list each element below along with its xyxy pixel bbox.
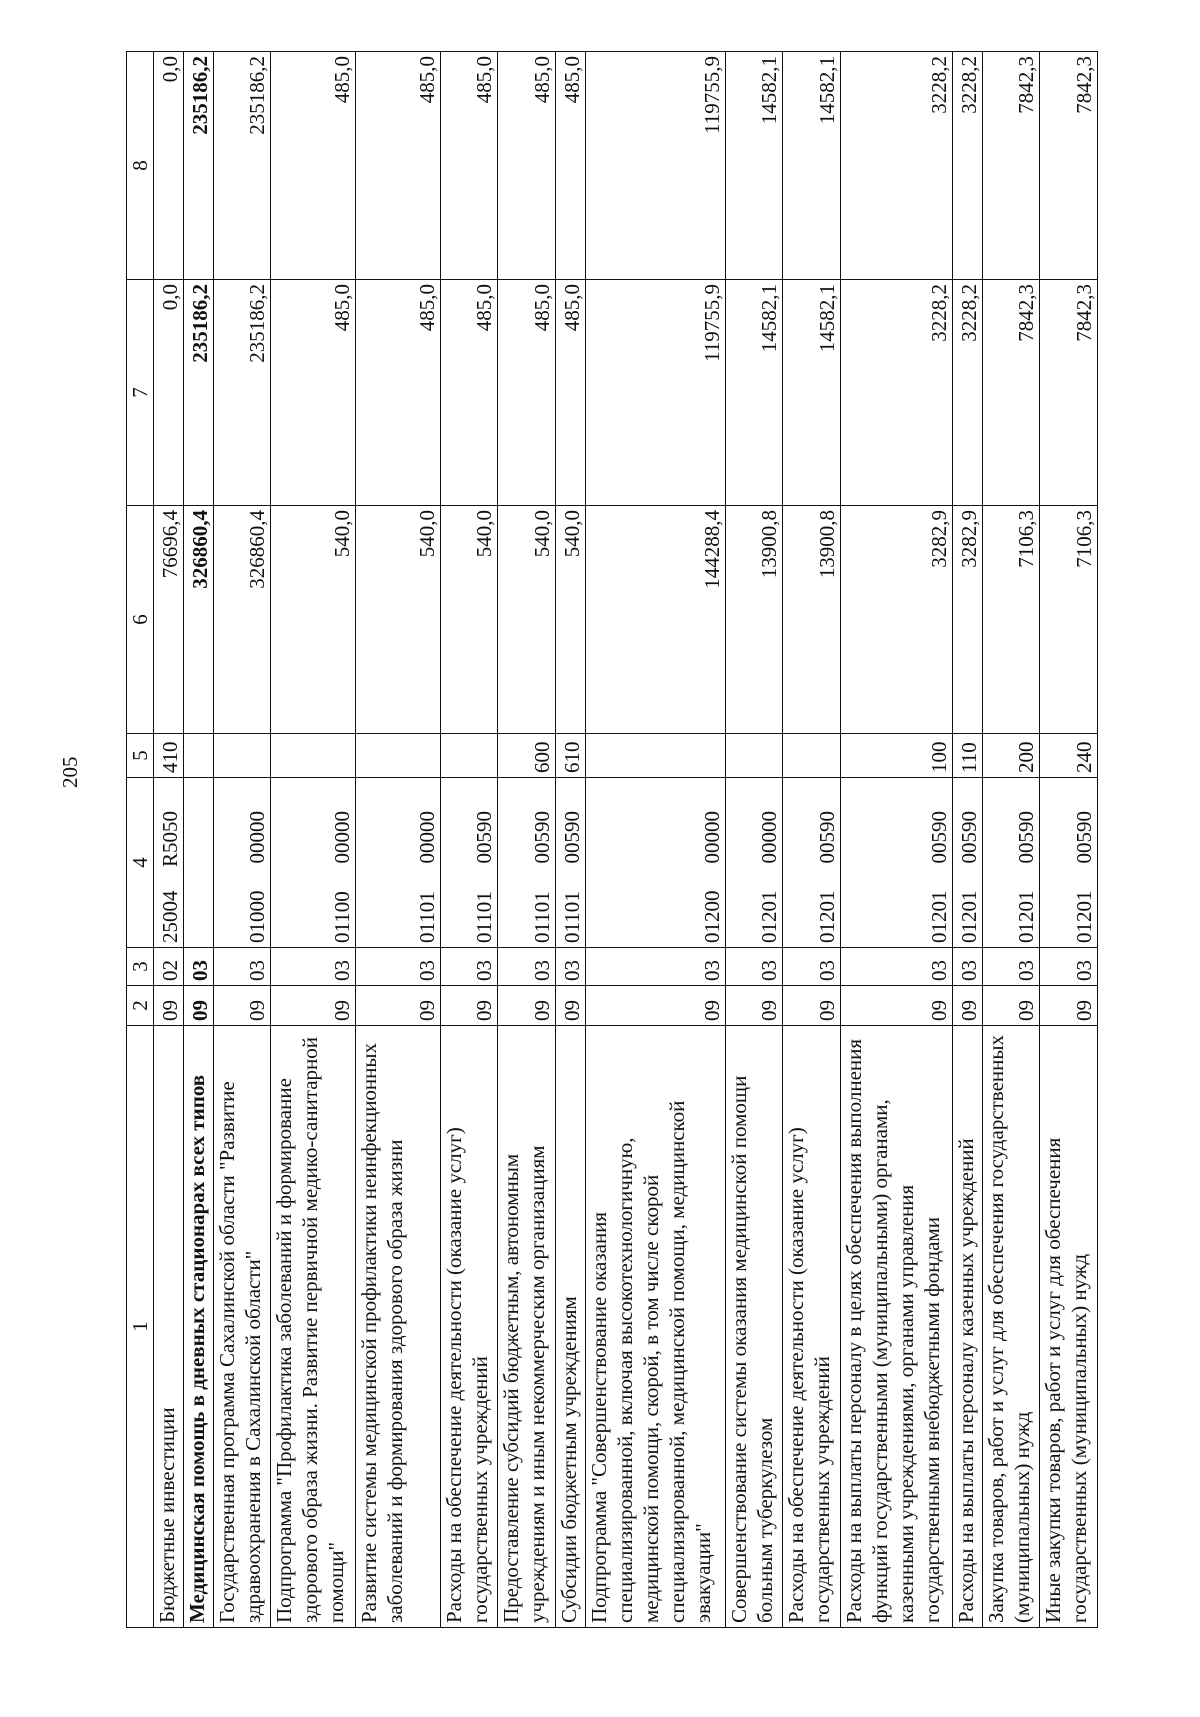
code-expense-type <box>440 734 497 778</box>
code-program: 01101 <box>529 891 554 943</box>
code-direction: 00590 <box>559 811 584 864</box>
header-cell: 1 <box>127 1026 154 1628</box>
table-row <box>585 52 725 1628</box>
code-ministry: 09 <box>183 986 213 1026</box>
amount-col-6: 13900,8 <box>725 506 782 734</box>
code-direction: 00000 <box>699 811 724 864</box>
code-section: 02 <box>154 948 184 986</box>
header-cell: 3 <box>127 948 154 986</box>
table-row <box>783 52 840 1628</box>
code-program: 01201 <box>757 890 782 943</box>
code-target-article <box>725 778 782 948</box>
header-cell: 4 <box>127 778 154 948</box>
amount-col-8: 485,0 <box>498 52 555 280</box>
code-ministry: 09 <box>1040 986 1098 1026</box>
row-name: Медицинская помощь в дневных стационарах всех типов <box>183 1026 213 1628</box>
code-ministry: 09 <box>270 986 355 1026</box>
amount-col-7: 485,0 <box>270 280 355 506</box>
code-expense-type: 610 <box>555 734 585 778</box>
code-direction: 00000 <box>414 811 439 864</box>
amount-col-7: 485,0 <box>440 280 497 506</box>
row-name: Подпрограмма "Профилактика заболеваний и формирование здорового образа жизни. Развитие первичной медико-санитарной помощи" <box>270 1026 355 1628</box>
amount-col-8: 7842,3 <box>1040 52 1098 280</box>
amount-col-7: 7842,3 <box>983 280 1040 506</box>
code-ministry: 09 <box>983 986 1040 1026</box>
amount-col-7: 3228,2 <box>953 280 983 506</box>
code-section: 03 <box>270 948 355 986</box>
code-direction: R5050 <box>157 811 182 868</box>
code-expense-type <box>183 734 213 778</box>
code-program: 25004 <box>157 890 182 943</box>
code-program: 01201 <box>1072 890 1096 943</box>
code-target-article <box>440 778 497 948</box>
amount-col-8: 485,0 <box>440 52 497 280</box>
code-program: 01201 <box>957 890 982 943</box>
code-ministry: 09 <box>585 986 725 1026</box>
code-section: 03 <box>183 948 213 986</box>
amount-col-7: 235186,2 <box>213 280 270 506</box>
row-name: Расходы на выплаты персоналу казенных учреждений <box>953 1026 983 1628</box>
code-direction: 00590 <box>1014 811 1039 864</box>
amount-col-6: 540,0 <box>355 506 440 734</box>
amount-col-6: 7106,3 <box>1040 506 1098 734</box>
table-row <box>440 52 497 1628</box>
code-target-article <box>840 778 953 948</box>
row-name: Государственная программа Сахалинской области "Развитие здравоохранения в Сахалинской области" <box>213 1026 270 1628</box>
row-name: Подпрограмма "Совершенствование оказания специализированной, включая высокотехнологичную, медицинской помощи, скорой, в том числе скорой специализированной, медицинской помощи, медицинской эвакуации" <box>585 1026 725 1628</box>
page-number: 205 <box>58 756 82 788</box>
row-name: Субсидии бюджетным учреждениям <box>555 1026 585 1628</box>
amount-col-8: 485,0 <box>555 52 585 280</box>
code-program: 01200 <box>699 890 724 943</box>
code-ministry: 09 <box>840 986 953 1026</box>
code-program: 01101 <box>414 891 439 943</box>
code-target-article <box>953 778 983 948</box>
amount-col-6: 540,0 <box>555 506 585 734</box>
amount-col-8: 235186,2 <box>213 52 270 280</box>
code-ministry: 09 <box>440 986 497 1026</box>
code-direction: 00590 <box>927 811 952 864</box>
code-ministry: 09 <box>555 986 585 1026</box>
code-target-article <box>498 778 555 948</box>
amount-col-6: 540,0 <box>440 506 497 734</box>
code-expense-type <box>725 734 782 778</box>
code-section: 03 <box>953 948 983 986</box>
code-section: 03 <box>585 948 725 986</box>
code-section: 03 <box>440 948 497 986</box>
amount-col-8: 14582,1 <box>725 52 782 280</box>
code-target-article <box>555 778 585 948</box>
code-program: 01201 <box>1014 890 1039 943</box>
code-ministry: 09 <box>783 986 840 1026</box>
table-row <box>355 52 440 1628</box>
table-row <box>270 52 355 1628</box>
amount-col-7: 0,0 <box>154 280 184 506</box>
amount-col-8: 3228,2 <box>840 52 953 280</box>
code-section: 03 <box>840 948 953 986</box>
row-name: Расходы на обеспечение деятельности (оказание услуг) государственных учреждений <box>440 1026 497 1628</box>
code-ministry: 09 <box>498 986 555 1026</box>
amount-col-6: 3282,9 <box>953 506 983 734</box>
code-direction: 00590 <box>814 811 839 864</box>
code-ministry: 09 <box>213 986 270 1026</box>
code-direction: 00000 <box>244 811 269 864</box>
table-row <box>953 52 983 1628</box>
header-cell: 5 <box>127 734 154 778</box>
amount-col-8: 235186,2 <box>183 52 213 280</box>
code-section: 03 <box>555 948 585 986</box>
code-expense-type <box>213 734 270 778</box>
code-expense-type: 110 <box>953 734 983 778</box>
code-program: 01100 <box>329 891 354 943</box>
header-cell: 2 <box>127 986 154 1026</box>
row-name: Предоставление субсидий бюджетным, автономным учреждениям и иным некоммерческим организациям <box>498 1026 555 1628</box>
row-name: Развитие системы медицинской профилактики неинфекционных заболеваний и формирования здорового образа жизни <box>355 1026 440 1628</box>
code-program: 01201 <box>927 890 952 943</box>
code-target-article <box>183 778 213 948</box>
header-cell: 7 <box>127 280 154 506</box>
code-program: 01101 <box>559 891 584 943</box>
code-section: 03 <box>983 948 1040 986</box>
code-ministry: 09 <box>953 986 983 1026</box>
row-name: Иные закупки товаров, работ и услуг для обеспечения государственных (муниципальных) нужд <box>1040 1026 1098 1628</box>
header-cell: 8 <box>127 52 154 280</box>
code-direction: 00590 <box>1072 811 1096 864</box>
table-row <box>983 52 1040 1628</box>
budget-table <box>126 51 1098 1628</box>
amount-col-7: 119755,9 <box>585 280 725 506</box>
amount-col-6: 540,0 <box>270 506 355 734</box>
code-target-article <box>270 778 355 948</box>
code-target-article <box>983 778 1040 948</box>
amount-col-8: 14582,1 <box>783 52 840 280</box>
code-program: 01201 <box>814 890 839 943</box>
code-ministry: 09 <box>355 986 440 1026</box>
header-row <box>127 52 154 1628</box>
code-target-article <box>585 778 725 948</box>
table-row <box>498 52 555 1628</box>
amount-col-7: 3228,2 <box>840 280 953 506</box>
code-target-article <box>1040 778 1098 948</box>
code-ministry: 09 <box>725 986 782 1026</box>
code-target-article <box>783 778 840 948</box>
amount-col-6: 144288,4 <box>585 506 725 734</box>
code-program: 01101 <box>472 891 497 943</box>
budget-table-container <box>126 52 1098 1628</box>
code-program: 01000 <box>244 890 269 943</box>
code-expense-type: 100 <box>840 734 953 778</box>
table-row <box>213 52 270 1628</box>
amount-col-8: 7842,3 <box>983 52 1040 280</box>
amount-col-6: 13900,8 <box>783 506 840 734</box>
code-target-article <box>154 778 184 948</box>
code-direction: 00000 <box>329 811 354 864</box>
code-section: 03 <box>1040 948 1098 986</box>
code-expense-type: 410 <box>154 734 184 778</box>
table-body <box>154 52 1098 1628</box>
code-expense-type: 200 <box>983 734 1040 778</box>
code-ministry: 09 <box>154 986 184 1026</box>
code-expense-type: 600 <box>498 734 555 778</box>
table-row <box>555 52 585 1628</box>
code-expense-type: 240 <box>1040 734 1098 778</box>
code-target-article <box>355 778 440 948</box>
row-name: Совершенствование системы оказания медицинской помощи больным туберкулезом <box>725 1026 782 1628</box>
amount-col-6: 3282,9 <box>840 506 953 734</box>
amount-col-7: 7842,3 <box>1040 280 1098 506</box>
table-row <box>1040 52 1098 1628</box>
table-row <box>725 52 782 1628</box>
amount-col-8: 485,0 <box>270 52 355 280</box>
table-row <box>183 52 213 1628</box>
code-direction: 00590 <box>529 811 554 864</box>
code-target-article <box>213 778 270 948</box>
amount-col-7: 14582,1 <box>783 280 840 506</box>
code-section: 03 <box>213 948 270 986</box>
amount-col-8: 119755,9 <box>585 52 725 280</box>
amount-col-7: 485,0 <box>555 280 585 506</box>
table-row <box>840 52 953 1628</box>
amount-col-6: 326860,4 <box>183 506 213 734</box>
code-direction: 00590 <box>957 811 982 864</box>
code-direction: 00000 <box>757 811 782 864</box>
amount-col-8: 3228,2 <box>953 52 983 280</box>
amount-col-7: 235186,2 <box>183 280 213 506</box>
amount-col-6: 540,0 <box>498 506 555 734</box>
row-name: Закупка товаров, работ и услуг для обеспечения государственных (муниципальных) нужд <box>983 1026 1040 1628</box>
code-expense-type <box>355 734 440 778</box>
row-name: Бюджетные инвестиции <box>154 1026 184 1628</box>
code-section: 03 <box>783 948 840 986</box>
amount-col-7: 14582,1 <box>725 280 782 506</box>
code-expense-type <box>783 734 840 778</box>
amount-col-7: 485,0 <box>498 280 555 506</box>
code-expense-type <box>270 734 355 778</box>
row-name: Расходы на выплаты персоналу в целях обеспечения выполнения функций государственными (муниципальными) органами, казенными учреждениями, органами управления государственными внебюджетными фондами <box>840 1026 953 1628</box>
header-cell: 6 <box>127 506 154 734</box>
code-section: 03 <box>725 948 782 986</box>
table-row <box>154 52 184 1628</box>
amount-col-7: 485,0 <box>355 280 440 506</box>
code-section: 03 <box>355 948 440 986</box>
amount-col-8: 0,0 <box>154 52 184 280</box>
row-name: Расходы на обеспечение деятельности (оказание услуг) государственных учреждений <box>783 1026 840 1628</box>
amount-col-6: 326860,4 <box>213 506 270 734</box>
amount-col-8: 485,0 <box>355 52 440 280</box>
code-expense-type <box>585 734 725 778</box>
code-section: 03 <box>498 948 555 986</box>
amount-col-6: 76696,4 <box>154 506 184 734</box>
code-direction: 00590 <box>472 811 497 864</box>
amount-col-6: 7106,3 <box>983 506 1040 734</box>
